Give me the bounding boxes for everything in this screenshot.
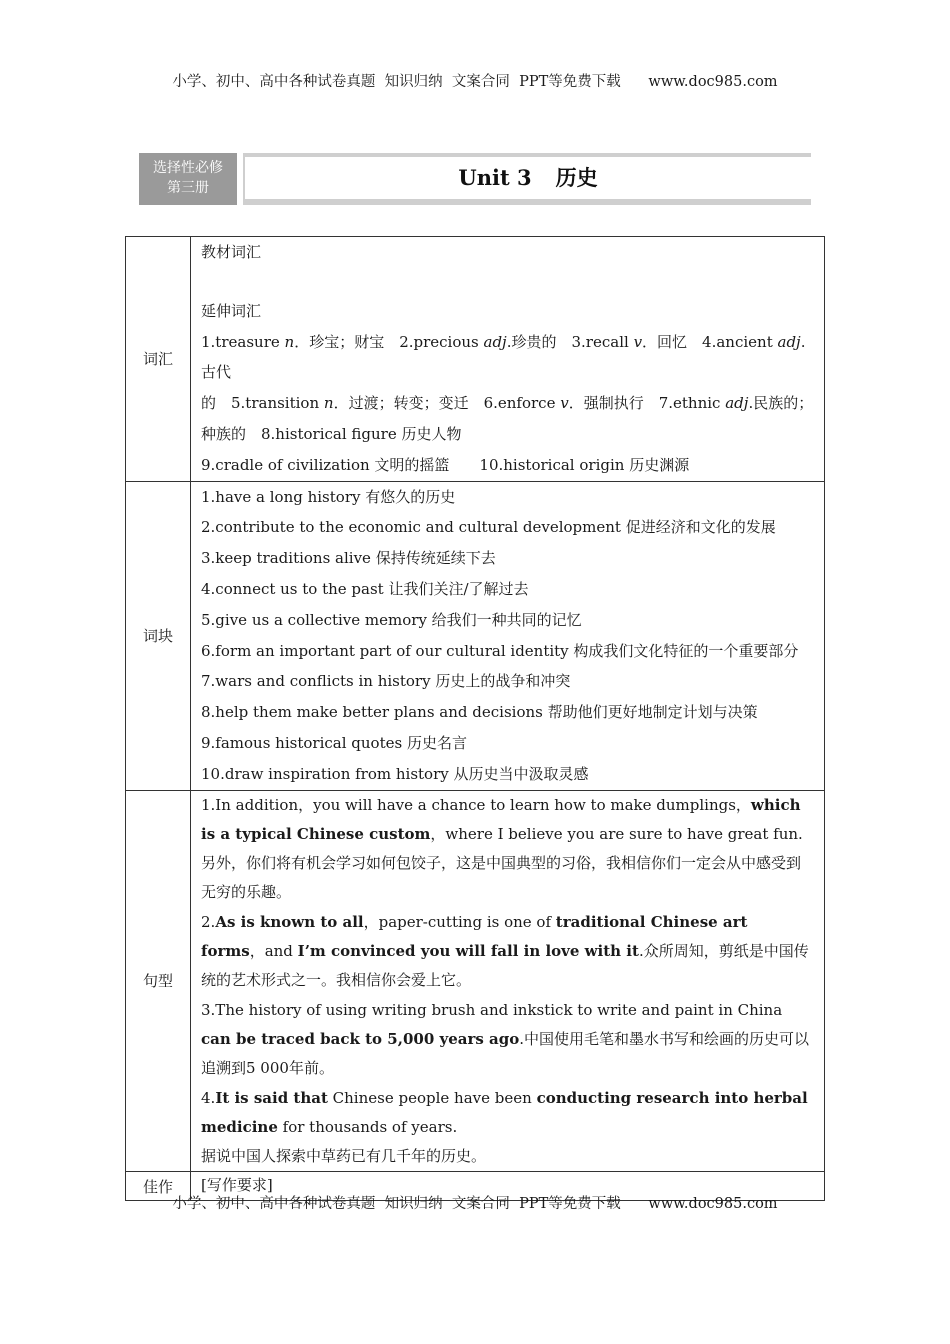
page-footer: 小学、初中、高中各种试卷真题 知识归纳 文案合同 PPT等免费下载 www.doc985.com [172,1196,778,1212]
chunks-content [191,481,825,790]
sentence-4-cn: 据说中国人探索中草药已有几千年的历史。 [201,1147,487,1166]
chunks-row [126,481,825,790]
vocab-line-1: 1.treasure n．珍宝；财宝 2.precious adj.珍贵的 3.recall v．回忆 4.ancient adj.古代 [201,332,806,382]
sentence-2: 2.As is known to all，paper-cutting is one of traditional Chinese art forms，and I’m convinced you will fall in love with it.众所周知，剪纸是中国传统的艺术形式之一。我相信你会爱上它。 [201,912,809,990]
chunk-item: 10.draw inspiration from history 从历史当中汲取灵感 [201,764,589,783]
chunk-item: 5.give us a collective memory 给我们一种共同的记忆 [201,610,582,629]
textbook-vocab-heading: 教材词汇 [201,243,262,261]
book-label-line2: 第三册 [167,180,209,196]
vocab-label: 词汇 [126,237,191,482]
unit-title-cn: 历史 [555,166,598,190]
book-label [139,153,237,205]
page-header: 小学、初中、高中各种试卷真题 知识归纳 文案合同 PPT等免费下载 www.doc985.com [172,74,778,90]
sentence-3: 3.The history of using writing brush and inkstick to write and paint in China can be traced back to 5,000 years ago.中国使用毛笔和墨水书写和绘画的历史可以追溯到5 000年前。 [201,1000,810,1078]
vocab-line-3: 种族的 8.historical figure 历史人物 [201,424,462,443]
book-label-line1: 选择性必修 [153,160,223,176]
sentence-4: 4.It is said that Chinese people have been conducting research into herbal medicine for thousands of years. [201,1088,808,1136]
vocab-row [126,237,825,482]
chunk-item: 3.keep traditions alive 保持传统延续下去 [201,549,496,568]
sentences-row [126,790,825,1172]
chunks-label: 词块 [126,481,191,790]
vocab-content [191,237,825,482]
chunk-item: 7.wars and conflicts in history 历史上的战争和冲突 [201,672,571,691]
chunk-item: 6.form an important part of our cultural identity 构成我们文化特征的一个重要部分 [201,641,799,660]
study-table [125,236,825,1201]
unit-title-box [243,153,811,205]
unit-title: Unit 3 [458,165,532,190]
vocab-line-4: 9.cradle of civilization 文明的摇篮 10.historical origin 历史渊源 [201,455,690,474]
sentences-label: 句型 [126,790,191,1172]
chunk-item: 4.connect us to the past 让我们关注/了解过去 [201,579,529,598]
writing-requirement: [写作要求] [201,1176,273,1195]
sentences-content [191,790,825,1172]
chunk-item: 1.have a long history 有悠久的历史 [201,487,456,506]
title-band [139,143,811,215]
sentence-1: 1.In addition，you will have a chance to learn how to make dumplings，which is a typical Chinese custom，where I believe you are sure to have great fun.另外，你们将有机会学习如何包饺子，这是中国典型的习俗，我相信你们一定会从中感受到无穷的乐趣。 [201,795,803,902]
extended-vocab-heading: 延伸词汇 [201,301,262,320]
chunk-item: 2.contribute to the economic and cultural development 促进经济和文化的发展 [201,518,776,537]
chunk-item: 9.famous historical quotes 历史名言 [201,733,467,752]
writing-label: 佳作 [126,1172,191,1201]
chunk-item: 8.help them make better plans and decisions 帮助他们更好地制定计划与决策 [201,703,758,722]
vocab-line-2: 的 5.transition n．过渡；转变；变迁 6.enforce v．强制执行 7.ethnic adj.民族的； [201,394,814,413]
